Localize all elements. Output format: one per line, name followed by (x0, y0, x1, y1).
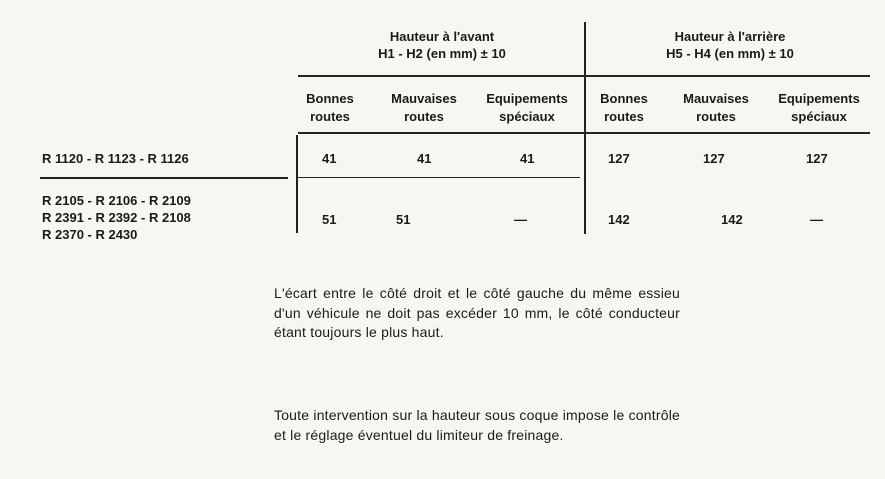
rear-height-title: Hauteur à l'arrière (674, 29, 786, 44)
subheader-front-bad-roads: Mauvaises routes (391, 91, 457, 124)
row-1-front-good: 41 (322, 151, 337, 166)
subheader-front-special-equipment: Equipements spéciaux (486, 91, 568, 124)
front-height-title: Hauteur à l'avant (389, 29, 495, 44)
paragraph-brake-limiter: Toute intervention sur la hauteur sous coque impose le contrôle et le réglage éventuel du limiteur de freinage. (274, 407, 680, 443)
row-1-rear-good: 127 (608, 151, 630, 166)
row-2-front-special: — (514, 212, 527, 227)
rear-height-formula: H5 - H4 (en mm) ± 10 (666, 46, 794, 61)
row-1-models: R 1120 - R 1123 - R 1126 (42, 151, 189, 166)
rear-height-group-header (588, 28, 872, 62)
row-1-front-bad: 41 (417, 151, 432, 166)
row-1-rear-special: 127 (806, 151, 828, 166)
center-vertical-rule (584, 22, 586, 234)
row-2-rear-bad: 142 (721, 212, 743, 227)
row-1-front-special: 41 (520, 151, 535, 166)
subheader-rear-bad-roads: Mauvaises routes (683, 91, 749, 124)
row-separator-rule (40, 177, 288, 179)
row-2-front-bad: 51 (396, 212, 411, 227)
paragraph-side-difference: L'écart entre le côté droit et le côté gauche du même essieu d'un véhicule ne doit pas excéder 10 mm, le côté conducteur étant toujours le plus haut. (274, 285, 680, 340)
row-1-rear-bad: 127 (703, 151, 725, 166)
subheader-rear-special-equipment: Equipements spéciaux (778, 91, 860, 124)
front-height-formula: H1 - H2 (en mm) ± 10 (378, 46, 506, 61)
row-2-models: R 2105 - R 2106 - R 2109 R 2391 - R 2392 - R 2108 R 2370 - R 2430 (42, 193, 191, 242)
subheader-front-good-roads: Bonnes routes (306, 91, 354, 124)
row-2-front-good: 51 (322, 212, 337, 227)
row-separator-rule-right (298, 177, 580, 178)
left-vertical-rule (296, 135, 298, 233)
front-height-group-header (300, 28, 584, 62)
row-2-rear-good: 142 (608, 212, 630, 227)
subheader-rear-good-roads: Bonnes routes (600, 91, 648, 124)
row-2-rear-special: — (810, 212, 823, 227)
